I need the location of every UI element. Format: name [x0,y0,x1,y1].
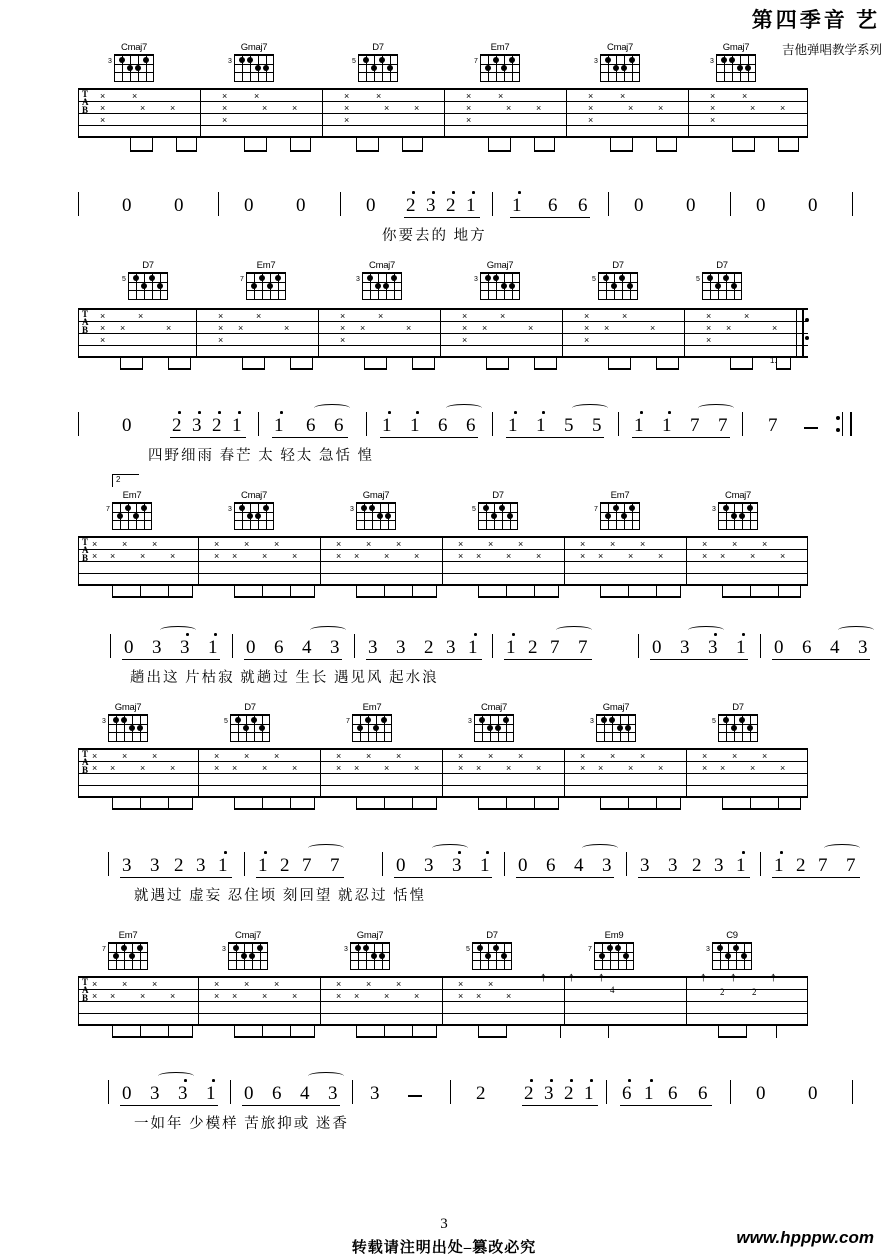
melody-note: 3 [178,1083,188,1104]
melody-note: 0 [396,855,406,876]
chord-name: Gmaj7 [114,702,142,713]
chord-diagram: D7 5 [700,260,744,300]
chord-name: Em7 [610,490,630,501]
melody-note: 0 [296,195,306,216]
melody-note: 1 [274,415,284,436]
chord-diagram: D7 5 [126,260,170,300]
melody-note: 1 [218,855,228,876]
chord-diagram: D7 5 [476,490,520,530]
melody-note: 0 [244,1083,254,1104]
melody-note: 1 [232,415,242,436]
chord-name: Cmaj7 [607,42,633,53]
melody-note: 0 [774,637,784,658]
barline [807,536,808,584]
melody-note: 3 [426,195,436,216]
melody-note: 1 [506,637,516,658]
chord-diagram: Gmaj7 3 [714,42,758,82]
melody-note: 0 [756,1083,766,1104]
lyrics-line: 趟出这 片枯寂 就趟过 生长 遇见风 起水浪 [130,670,439,686]
page-number: 3 [440,1216,448,1232]
chord-name: Gmaj7 [486,260,514,271]
barline [442,748,443,796]
barline [686,748,687,796]
melody-note: 7 [690,415,700,436]
tab-staff [78,976,808,1026]
melody-note: 0 [634,195,644,216]
melody-note: 0 [122,415,132,436]
melody-note: 2 [564,1083,574,1104]
chord-diagram: D7 5 [228,702,272,742]
melody-note: 2 [796,855,806,876]
melody-note: 3 [150,1083,160,1104]
barline [444,88,445,136]
melody-note: 7 [330,855,340,876]
melody-note: 2 [692,855,702,876]
melody-note: 6 [546,855,556,876]
melody-note: 6 [438,415,448,436]
melody-note: 0 [366,195,376,216]
tab-clef: T A B [82,749,89,775]
chord-name: D7 [492,490,504,501]
melody-note: 1 [736,855,746,876]
melody-note: 6 [802,637,812,658]
website-url: www.hpppw.com [736,1228,874,1247]
melody-note: 3 [668,855,678,876]
system-3: 2 Em7 7 Cmaj7 3 Gmaj7 3 D7 5 Em7 7 Cmaj7 3 T A B × × × × × × × × × × × × × × × × × × × × × × × × × × × × × × × × × × × × × × × × × × 0 3 3 1 0 6 4 3 3 3 2 3 1 1 2 7 7 0 3 3 1 0 6 4 3 趟出这 片枯寂 就趟过 生长 遇见风 起水浪 [0,470,888,690]
melody-note: 3 [446,637,456,658]
tab-staff [78,748,808,798]
barline [78,748,79,796]
melody-note: 0 [244,195,254,216]
melody-note: 3 [602,855,612,876]
melody-note: 0 [518,855,528,876]
chord-name: Em7 [490,42,510,53]
barline [562,308,563,356]
chord-name: D7 [612,260,624,271]
melody-note: 5 [564,415,574,436]
melody-note: 0 [122,195,132,216]
melody-line [78,1084,818,1112]
melody-note: 3 [396,637,406,658]
melody-note: 7 [550,637,560,658]
barline [807,976,808,1024]
chord-diagram: Cmaj7 3 [472,702,516,742]
melody-note: 0 [808,1083,818,1104]
melody-note: 6 [698,1083,708,1104]
melody-note: 6 [334,415,344,436]
melody-note: 6 [548,195,558,216]
melody-note: 2 [174,855,184,876]
melody-note: 7 [718,415,728,436]
system-5: Em7 7 Cmaj7 3 Gmaj7 3 D7 5 Em9 7 C9 3 T A B × × × × × × × × × × × × × × × × × × × × × × × × × × 4 2 2 ↑ ↑ ↑ ↑ ↑ ↑ 0 3 3 1 0 6 4 3 3 2 2 3 2 1 6 1 6 6 0 0 一如年 少模样 苦旅抑或 迷香 [0,926,888,1146]
chord-name: Gmaj7 [240,42,268,53]
chord-diagram: Gmaj7 3 [594,702,638,742]
chord-diagram: Em7 7 [110,490,154,530]
chord-name: Em7 [256,260,276,271]
chord-name: D7 [486,930,498,941]
chord-diagram: Em7 7 [106,930,150,970]
barline [564,748,565,796]
melody-note: 0 [686,195,696,216]
tab-clef: T A B [82,977,89,1003]
melody-note: 0 [808,195,818,216]
chord-name: Cmaj7 [241,490,267,501]
barline [686,536,687,584]
chord-diagram: D7 5 [470,930,514,970]
copyright-note: 转载请注明出处–篡改必究 [351,1240,537,1256]
chord-diagram: Em7 7 [244,260,288,300]
chord-diagram: D7 5 [596,260,640,300]
melody-note: 1 [480,855,490,876]
melody-note: 6 [274,637,284,658]
barline [78,536,79,584]
chord-name: Gmaj7 [602,702,630,713]
melody-note: 6 [466,415,476,436]
melody-note: 3 [180,637,190,658]
chord-name: Em7 [122,490,142,501]
chord-diagram: Gmaj7 3 [354,490,398,530]
barline [807,748,808,796]
melody-note: 1 [512,195,522,216]
tab-staff [78,88,808,138]
barline [564,976,565,1024]
first-ending-label: 1. [770,356,777,365]
melody-note: 3 [196,855,206,876]
chord-diagram: Cmaj7 3 [112,42,156,82]
barline [566,88,567,136]
barline [684,308,685,356]
melody-note: 1 [634,415,644,436]
chord-name: D7 [244,702,256,713]
barline [78,88,79,136]
melody-note: 3 [858,637,868,658]
melody-note: 3 [640,855,650,876]
chord-diagram: Em9 7 [592,930,636,970]
melody-note: 0 [124,637,134,658]
lyrics-line: 你要去的 地方 [382,228,487,244]
chord-diagram: Em7 7 [350,702,394,742]
repeat-barline-thin [796,308,797,356]
melody-note: 7 [302,855,312,876]
chord-name: C9 [726,930,738,941]
melody-note: 0 [652,637,662,658]
lyrics-line: 四野细雨 春芒 太 轻太 急恬 惶 [148,448,375,464]
chord-diagram: D7 5 [716,702,760,742]
system-4: Gmaj7 3 D7 5 Em7 7 Cmaj7 3 Gmaj7 3 D7 5 T A B × × × × × × × × × × × × × × × × × × × × × × × × × × × × × × × × × × × × × × × × × × 3 3 2 3 1 1 2 7 7 0 3 3 1 0 6 4 3 3 3 2 3 1 1 2 7 7 就遇过 虚妄 忍住顷 刻回望 就忍过 恬惶 [0,698,888,918]
system-2: D7 5 Em7 7 Cmaj7 3 Gmaj7 3 D7 5 D7 5 T A B × × × × × × × × × × × × × × × × × × × × × × × × × × × × × × × × × × × × 1. 0 2 3 2 1 1 6 6 1 1 6 6 1 1 5 5 1 1 7 7 7 四野细雨 春芒 太 轻太 急恬 惶 [0,256,888,466]
chord-diagram: Cmaj7 3 [716,490,760,530]
tab-clef: T A B [82,537,89,563]
melody-note: 2 [406,195,416,216]
chord-diagram: Em7 7 [598,490,642,530]
page-subtitle: 吉他弹唱教学系列 [781,43,882,57]
melody-note: 0 [174,195,184,216]
barline [322,88,323,136]
melody-dash [408,1095,422,1097]
tab-clef: T A B [82,89,89,115]
barline [78,976,79,1024]
melody-note: 1 [410,415,420,436]
melody-note: 7 [578,637,588,658]
melody-note: 3 [680,637,690,658]
melody-note: 2 [446,195,456,216]
chord-name: Gmaj7 [722,42,750,53]
chord-name: Cmaj7 [235,930,261,941]
second-ending-label: 2 [116,475,121,484]
melody-note: 4 [830,637,840,658]
melody-note: 3 [150,855,160,876]
barline [320,976,321,1024]
chord-diagram: Gmaj7 3 [232,42,276,82]
melody-line [78,416,818,444]
melody-note: 3 [708,637,718,658]
chord-name: Cmaj7 [121,42,147,53]
chord-diagram: D7 5 [356,42,400,82]
melody-note: 1 [508,415,518,436]
chord-name: Cmaj7 [369,260,395,271]
melody-line [78,637,868,666]
chord-name: Cmaj7 [481,702,507,713]
melody-note: 0 [246,637,256,658]
chord-name: D7 [372,42,384,53]
melody-note: 6 [578,195,588,216]
repeat-barline [802,308,804,356]
melody-note: 2 [476,1083,486,1104]
chord-diagram: Cmaj7 3 [226,930,270,970]
melody-note: 2 [528,637,538,658]
melody-note: 1 [662,415,672,436]
chord-diagram: Gmaj7 3 [106,702,150,742]
melody-note: 6 [272,1083,282,1104]
melody-note: 0 [122,1083,132,1104]
melody-note: 4 [300,1083,310,1104]
barline [686,976,687,1024]
melody-note: 1 [644,1083,654,1104]
chord-diagram: Cmaj7 3 [360,260,404,300]
chord-name: Gmaj7 [356,930,384,941]
melody-note: 4 [302,637,312,658]
melody-note: 5 [592,415,602,436]
melody-note: 3 [192,415,202,436]
chord-name: Em7 [362,702,382,713]
melody-note: 6 [622,1083,632,1104]
melody-note: 7 [846,855,856,876]
melody-note: 1 [536,415,546,436]
melody-note: 6 [668,1083,678,1104]
barline [440,308,441,356]
barline [807,88,808,136]
chord-name: D7 [142,260,154,271]
chord-name: D7 [716,260,728,271]
barline [320,748,321,796]
melody-note: 0 [756,195,766,216]
barline [442,536,443,584]
lyrics-line: 一如年 少模样 苦旅抑或 迷香 [134,1116,349,1132]
melody-note: 3 [452,855,462,876]
barline [320,536,321,584]
chord-name: Em7 [118,930,138,941]
chord-name: D7 [732,702,744,713]
chord-diagram: Em7 7 [478,42,522,82]
melody-dash [804,427,818,429]
barline [564,536,565,584]
melody-note: 3 [544,1083,554,1104]
tab-staff [78,536,808,586]
melody-note: 7 [818,855,828,876]
chord-name: Gmaj7 [362,490,390,501]
melody-note: 2 [212,415,222,436]
tab-clef: T A B [82,309,89,335]
melody-note: 2 [424,637,434,658]
melody-line [78,196,818,224]
melody-note: 3 [122,855,132,876]
melody-note: 3 [370,1083,380,1104]
tab-staff [78,308,808,358]
melody-note: 1 [206,1083,216,1104]
chord-diagram: Cmaj7 3 [232,490,276,530]
melody-note: 1 [382,415,392,436]
melody-note: 3 [152,637,162,658]
melody-note: 1 [258,855,268,876]
chord-diagram: Cmaj7 3 [598,42,642,82]
chord-diagram: C9 3 [710,930,754,970]
melody-note: 2 [524,1083,534,1104]
barline [318,308,319,356]
melody-note: 2 [280,855,290,876]
melody-note: 1 [584,1083,594,1104]
melody-note: 3 [368,637,378,658]
melody-note: 1 [468,637,478,658]
barline [200,88,201,136]
barline [78,308,79,356]
melody-note: 2 [172,415,182,436]
chord-diagram: Gmaj7 3 [348,930,392,970]
chord-diagram: Gmaj7 3 [478,260,522,300]
chord-name: Em9 [604,930,624,941]
melody-note: 3 [714,855,724,876]
barline [198,748,199,796]
melody-note: 1 [774,855,784,876]
chord-name: Cmaj7 [725,490,751,501]
melody-note: 1 [208,637,218,658]
melody-note: 6 [306,415,316,436]
melody-note: 1 [466,195,476,216]
melody-note: 7 [768,415,778,436]
melody-note: 3 [330,637,340,658]
melody-note: 1 [736,637,746,658]
page-title: 第四季音 艺 [751,8,880,32]
barline [198,976,199,1024]
barline [196,308,197,356]
melody-note: 3 [328,1083,338,1104]
melody-note: 3 [424,855,434,876]
lyrics-line: 就遇过 虚妄 忍住顷 刻回望 就忍过 恬惶 [134,888,427,904]
barline [198,536,199,584]
barline [442,976,443,1024]
barline [688,88,689,136]
melody-note: 4 [574,855,584,876]
system-1: Cmaj7 3 Gmaj7 3 D7 5 Em7 7 Cmaj7 3 Gmaj7 3 T A B × × × × × × × × × × × × × × × × × × × × × × × × × × × × × × × × × × × × 0 0 0 0 0 2 3 2 1 1 6 6 0 0 0 0 你要去的 地方 [0,36,888,236]
melody-line [78,855,856,884]
